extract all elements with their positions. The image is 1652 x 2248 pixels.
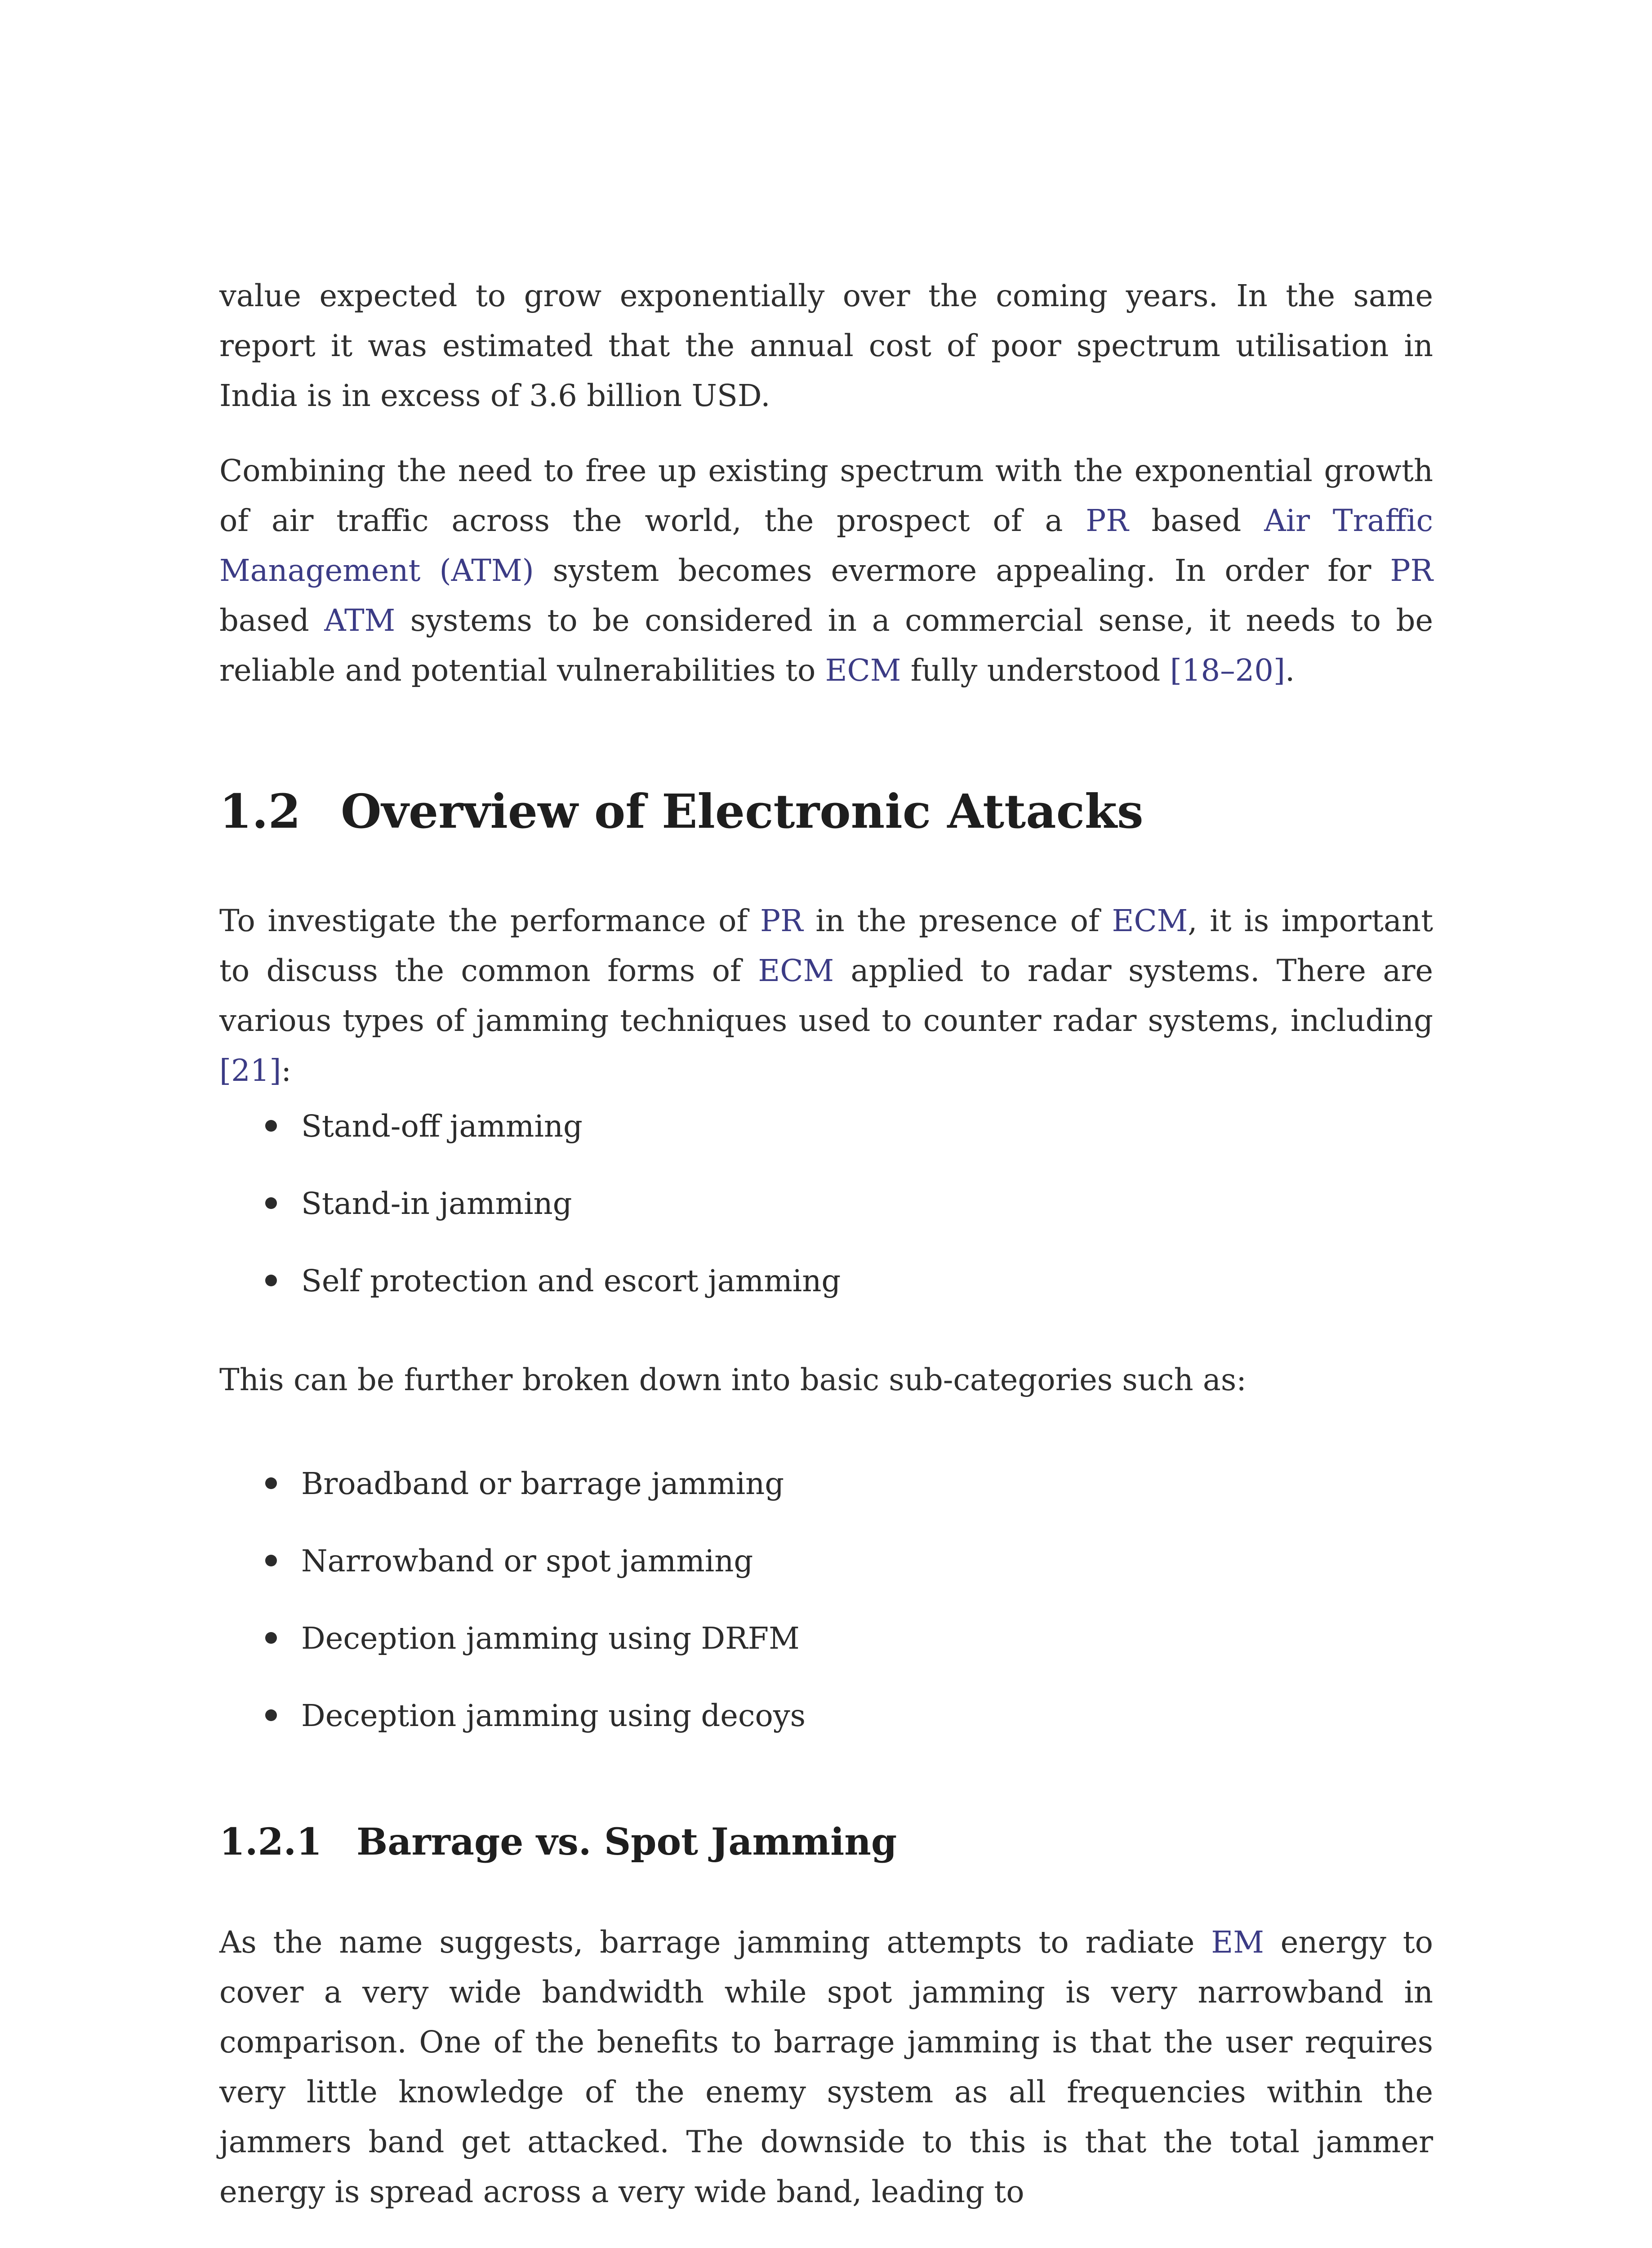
subsection-number: 1.2.1 [219, 1820, 322, 1864]
text-run: , it is important to discuss the common forms of [219, 903, 1433, 988]
citation-link[interactable]: [21] [219, 1053, 281, 1088]
paragraph-atm [219, 446, 1433, 696]
text-run: To investigate the performance of [219, 903, 760, 938]
list-item-text: Deception jamming using DRFM [301, 1621, 800, 1656]
acronym-link-em[interactable]: EM [1211, 1925, 1264, 1960]
text-run: applied to radar systems. There are various types of jamming techniques used to counter radar systems, including [219, 953, 1433, 1038]
text-run: energy to cover a very wide bandwidth while spot jamming is very narrowband in comparison. One of the benefits to barrage jamming is that the user requires very little knowledge of the enemy system as all frequencies within the jammers band get attacked. The downside to this is that the total jammer energy is spread across a very wide band, leading to [219, 1925, 1433, 2209]
list-item-text: Self protection and escort jamming [301, 1263, 841, 1298]
acronym-link-atm[interactable]: ATM [324, 603, 396, 638]
acronym-link-pr[interactable]: PR [760, 903, 803, 938]
list-item [265, 1618, 806, 1695]
acronym-link-pr[interactable]: PR [1086, 503, 1129, 538]
text-run: based [1128, 503, 1265, 538]
list-item [265, 1261, 841, 1338]
section-number: 1.2 [219, 784, 301, 839]
list-item-text: Deception jamming using decoys [301, 1698, 806, 1733]
text-run: fully understood [901, 653, 1170, 688]
list-item-text: Stand-in jamming [301, 1186, 572, 1221]
list-item [265, 1183, 841, 1261]
acronym-link-atm-full[interactable]: Air Traffic Management (ATM) [219, 503, 1433, 588]
text-run: . [1285, 653, 1295, 688]
text-run: systems to be considered in a commercial sense, it needs to be reliable and potential vulnerabilities to [219, 603, 1433, 688]
section-title: Overview of Electronic Attacks [341, 784, 1144, 839]
text-run: system becomes evermore appealing. In order for [534, 553, 1390, 588]
text-run: Combining the need to free up existing spectrum with the exponential growth of air traffic across the world, the prospect of a [219, 453, 1433, 538]
bullet-icon [265, 1632, 277, 1644]
bullet-icon [265, 1555, 277, 1566]
bullet-icon [265, 1197, 277, 1209]
jamming-subcategories-list [265, 1463, 806, 1773]
list-item [265, 1106, 841, 1183]
list-item-text: Narrowband or spot jamming [301, 1543, 753, 1579]
bullet-icon [265, 1120, 277, 1132]
section-heading [219, 782, 1144, 841]
bullet-icon [265, 1477, 277, 1489]
paragraph-text: value expected to grow exponentially over the coming years. In the same report it was estimated that the annual cost of poor spectrum utilisation in India is in excess of 3.6 billion USD. [219, 278, 1433, 413]
bullet-icon [265, 1275, 277, 1286]
subsection-title: Barrage vs. Spot Jamming [356, 1820, 897, 1864]
acronym-link-ecm[interactable]: ECM [758, 953, 834, 988]
acronym-link-ecm[interactable]: ECM [825, 653, 901, 688]
list-item [265, 1463, 806, 1541]
acronym-link-ecm[interactable]: ECM [1112, 903, 1188, 938]
text-run: : [281, 1053, 292, 1088]
acronym-link-pr[interactable]: PR [1390, 553, 1433, 588]
paragraph-spectrum-cost [219, 271, 1433, 421]
text-run: in the presence of [803, 903, 1112, 938]
subsection-heading [219, 1817, 897, 1867]
jamming-techniques-list [265, 1106, 841, 1338]
paragraph-ecm-intro [219, 896, 1433, 1096]
list-item [265, 1541, 806, 1618]
bullet-icon [265, 1709, 277, 1721]
list-item-text: Broadband or barrage jamming [301, 1466, 784, 1501]
list-item [265, 1695, 806, 1773]
paragraph-subcategories [219, 1355, 1433, 1405]
paragraph-text: This can be further broken down into basic sub-categories such as: [219, 1362, 1247, 1397]
text-run: As the name suggests, barrage jamming attempts to radiate [219, 1925, 1211, 1960]
list-item-text: Stand-off jamming [301, 1109, 583, 1144]
text-run: based [219, 603, 325, 638]
paragraph-barrage-jamming [219, 1918, 1433, 2217]
citation-link[interactable]: [18–20] [1170, 653, 1285, 688]
